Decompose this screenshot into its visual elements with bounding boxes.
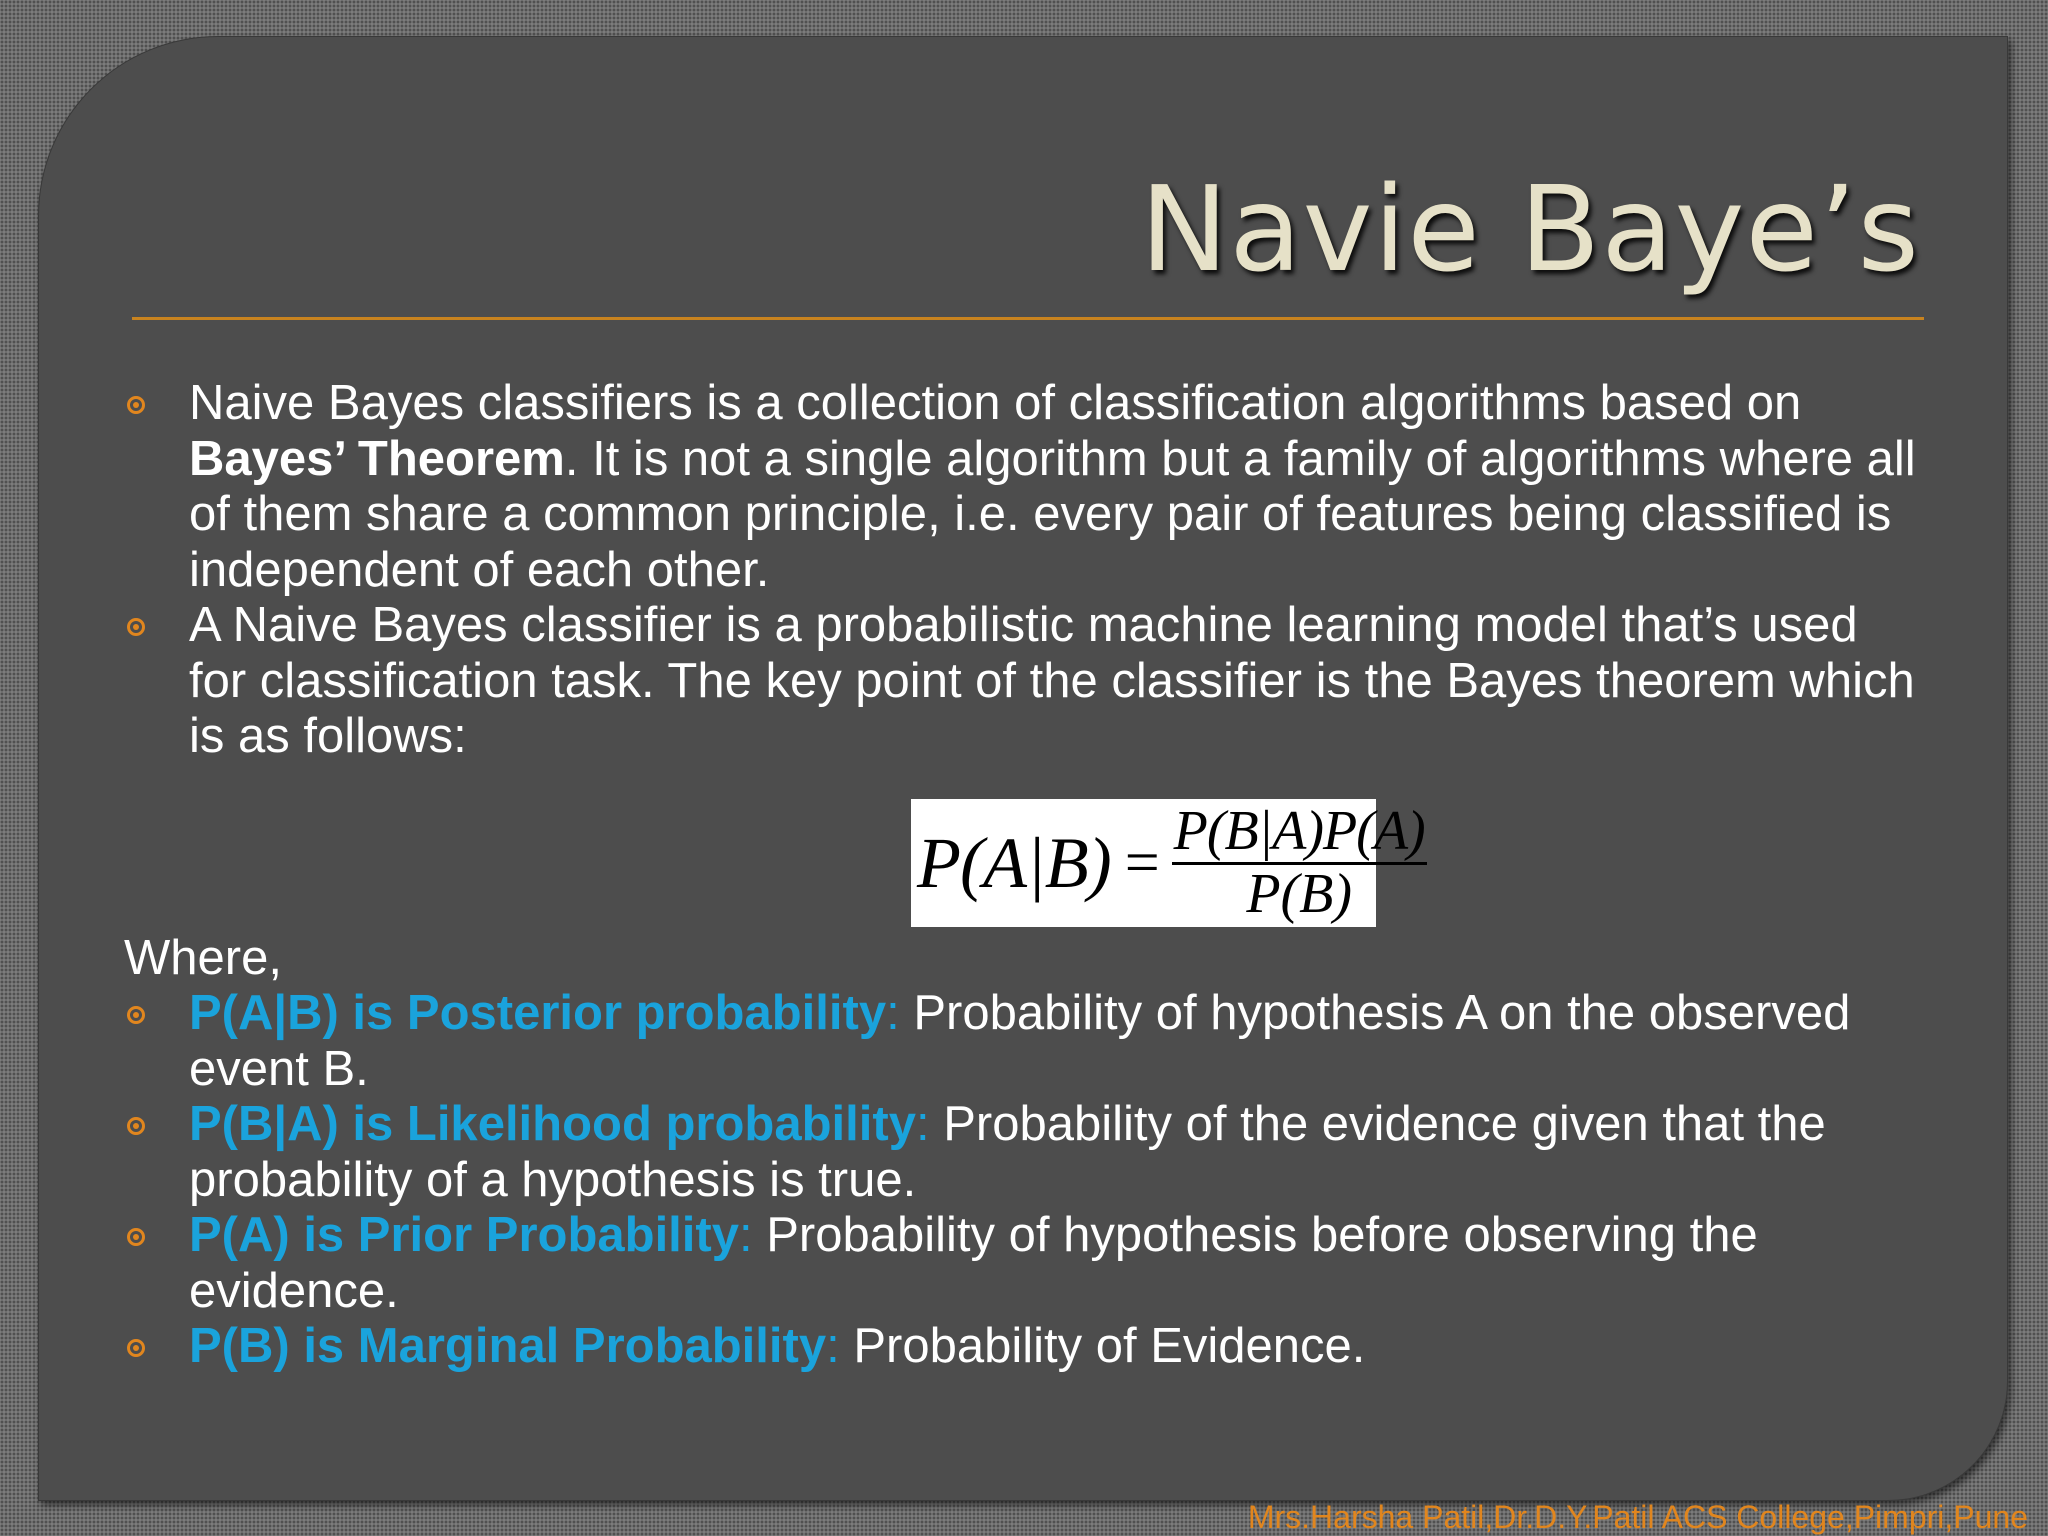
term-colon: : xyxy=(826,1319,840,1373)
term-description: Probability of hypothesis A on the observed event B. xyxy=(189,986,1851,1096)
circle-dot-bullet-icon xyxy=(127,1117,145,1135)
term-prior: P(A) is Prior Probability xyxy=(189,1208,739,1262)
term-description: Probability of the evidence given that the probability of a hypothesis is true. xyxy=(189,1097,1826,1207)
term-marginal: P(B) is Marginal Probability xyxy=(189,1319,827,1373)
bayes-theorem-bold: Bayes’ Theorem xyxy=(189,431,565,486)
bullet-item-naive-bayes-definition xyxy=(124,376,1924,598)
formula-denominator: P(B) xyxy=(1246,863,1353,925)
term-description: Probability of hypothesis before observing the evidence. xyxy=(189,1208,1758,1318)
where-label: Where, xyxy=(124,930,282,985)
bullet-text-after: . It is not a single algorithm but a family of algorithms where all of them share a common principle, i.e. every pair of features being classified is independent of each other. xyxy=(189,431,1916,597)
term-colon: : xyxy=(915,1097,930,1151)
term-posterior: P(A|B) is Posterior probability xyxy=(189,986,887,1040)
bullet-item-classifier-description xyxy=(124,598,1924,765)
slide-title: Navie Baye’s xyxy=(1140,160,1920,298)
formula-lhs: P(A|B) xyxy=(917,822,1111,903)
footer-credit: Mrs.Harsha Patil,Dr.D.Y.Patil ACS College,Pimpri,Pune xyxy=(1247,1499,2028,1535)
circle-dot-bullet-icon xyxy=(127,396,145,414)
bullet-item-marginal xyxy=(124,1319,1924,1375)
term-colon: : xyxy=(738,1208,753,1262)
term-description: Probability of Evidence. xyxy=(839,1319,1366,1373)
formula-fraction xyxy=(1172,800,1427,925)
circle-dot-bullet-icon xyxy=(127,1228,145,1246)
bullet-item-posterior xyxy=(124,986,1924,1097)
title-underline xyxy=(132,317,1924,320)
formula-equals: = xyxy=(1124,828,1160,897)
bayes-formula-image xyxy=(911,799,1425,927)
circle-dot-bullet-icon xyxy=(127,618,145,636)
formula-numerator: P(B|A)P(A) xyxy=(1172,803,1427,865)
circle-dot-bullet-icon xyxy=(127,1006,145,1024)
bullet-text: A Naive Bayes classifier is a probabilistic machine learning model that’s used for classification task. The key point of the classifier is the Bayes theorem which is as follows: xyxy=(189,598,1915,763)
bullet-item-prior xyxy=(124,1208,1924,1319)
bullet-text-before: Naive Bayes classifiers is a collection of classification algorithms based on xyxy=(189,376,1802,430)
circle-dot-bullet-icon xyxy=(127,1339,145,1357)
term-likelihood: P(B|A) is Likelihood probability xyxy=(189,1097,916,1151)
bullet-item-likelihood xyxy=(124,1097,1924,1208)
term-colon: : xyxy=(886,986,900,1040)
